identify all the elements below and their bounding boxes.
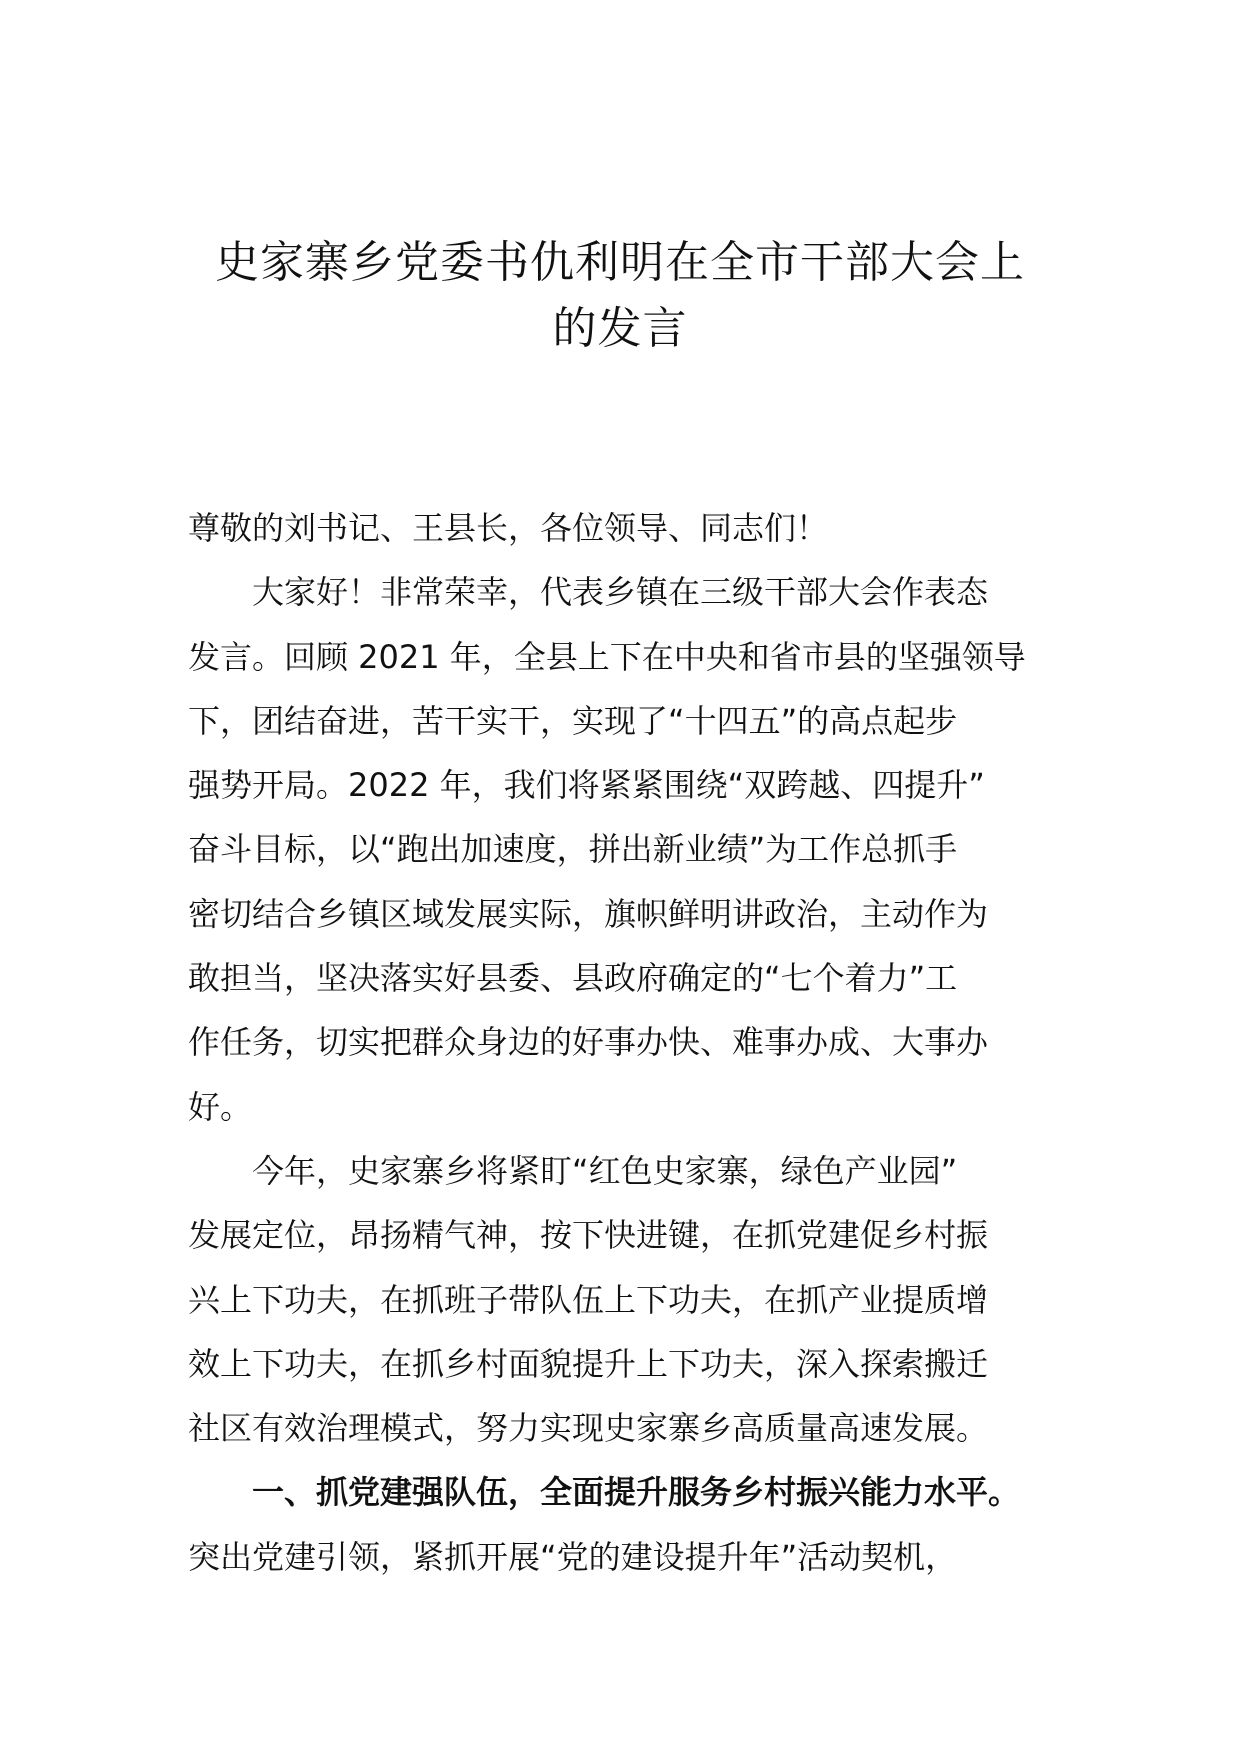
paragraph-line: 敢担当，坚决落实好县委、县政府确定的“七个着力”工 xyxy=(188,959,958,998)
paragraph-line: 强势开局。2022 年，我们将紧紧围绕“双跨越、四提升” xyxy=(188,766,985,805)
paragraph-line: 兴上下功夫，在抓班子带队伍上下功夫，在抓产业提质增 xyxy=(188,1280,989,1319)
paragraph-line: 发言。回顾 2021 年，全县上下在中央和省市县的坚强领导 xyxy=(188,637,1026,676)
paragraph-line: 好。 xyxy=(188,1087,253,1126)
paragraph-line: 发展定位，昂扬精气神，按下快进键，在抓党建促乡村振 xyxy=(188,1216,989,1255)
title-line-2: 的发言 xyxy=(552,303,688,354)
paragraph-line: 社区有效治理模式，努力实现史家寨乡高质量高速发展。 xyxy=(188,1409,989,1448)
paragraph-line: 突出党建引领，紧抓开展“党的建设提升年”活动契机， xyxy=(188,1537,958,1576)
paragraph-line: 大家好！非常荣幸，代表乡镇在三级干部大会作表态 xyxy=(252,573,989,612)
paragraph-line: 密切结合乡镇区域发展实际，旗帜鲜明讲政治，主动作为 xyxy=(188,894,989,933)
paragraph-line: 今年，史家寨乡将紧盯“红色史家寨，绿色产业园” xyxy=(252,1151,958,1190)
title-line-1: 史家寨乡党委书仇利明在全市干部大会上 xyxy=(215,237,1025,288)
paragraph-line: 作任务，切实把群众身边的好事办快、难事办成、大事办 xyxy=(188,1023,989,1062)
document-body xyxy=(188,496,1068,1589)
paragraph-line: 下，团结奋进，苦干实干，实现了“十四五”的高点起步 xyxy=(188,701,958,740)
paragraph-line: 奋斗目标，以“跑出加速度，拼出新业绩”为工作总抓手 xyxy=(188,830,958,869)
section-heading: 一、抓党建强队伍，全面提升服务乡村振兴能力水平。 xyxy=(252,1473,1021,1512)
paragraph-line: 效上下功夫，在抓乡村面貌提升上下功夫，深入探索搬迁 xyxy=(188,1344,989,1383)
salutation-line: 尊敬的刘书记、王县长，各位领导、同志们！ xyxy=(188,509,829,547)
document-title xyxy=(150,230,1090,362)
